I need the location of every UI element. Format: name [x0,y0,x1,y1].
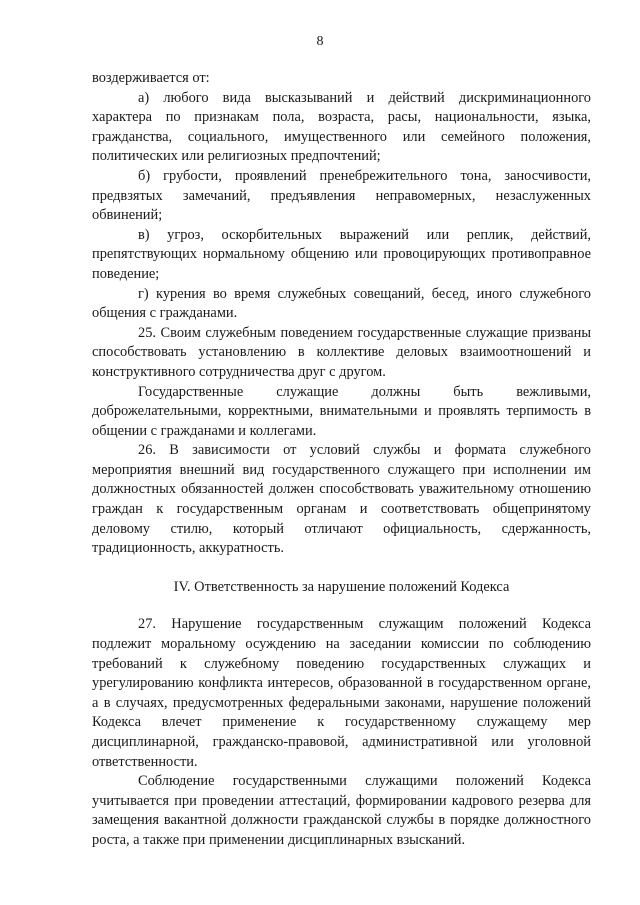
page-number: 8 [316,34,324,49]
paragraph-27: 27. Нарушение государственным служащим положений Кодекса подлежит моральному осуждению на заседании комиссии по соблюдению требований к служебному поведению государственных служащих и урегулированию конфликта интересов, образованной в государственном органе, а в случаях, предусмотренных федеральными законами, нарушение положений Кодекса влечет применение к государственному служащему мер дисциплинарной, гражданско-правовой, административной или уголовной ответственности. [92,616,591,770]
paragraph-politeness: Государственные служащие должны быть вежливыми, доброжелательными, корректными, внимательными и проявлять терпимость в общении с гражданами и коллегами. [92,383,591,439]
paragraph-compliance: Соблюдение государственными служащими положений Кодекса учитывается при проведении аттестаций, формировании кадрового резерва для замещения вакантной должности гражданской службы в порядке должностного роста, а также при применении дисциплинарных взысканий. [92,773,591,848]
document-body [92,69,591,851]
paragraph-item-g: г) курения во время служебных совещаний, бесед, иного служебного общения с гражданами. [92,285,591,322]
paragraph-item-a: а) любого вида высказываний и действий дискриминационного характера по признакам пола, возраста, расы, национальности, языка, гражданства, социального, имущественного или семейного положения, политических или религиозных предпочтений; [92,89,591,165]
paragraph-25: 25. Своим служебным поведением государственные служащие призваны способствовать установлению в коллективе деловых взаимоотношений и конструктивного сотрудничества друг с другом. [92,324,591,380]
paragraph-26: 26. В зависимости от условий службы и формата служебного мероприятия внешний вид государственного служащего при исполнении им должностных обязанностей должен способствовать уважительному отношению граждан к государственным органам и соответствовать общепринятому деловому стилю, который отличают официальность, сдержанность, традиционность, аккуратность. [92,442,591,557]
section-heading: IV. Ответственность за нарушение положений Кодекса [173,578,510,595]
paragraph-intro: воздерживается от: [92,70,210,86]
paragraph-item-b: б) грубости, проявлений пренебрежительного тона, заносчивости, предвзятых замечаний, предъявления неправомерных, незаслуженных обвинений; [92,167,591,224]
paragraph-item-v: в) угроз, оскорбительных выражений или реплик, действий, препятствующих нормальному общению или провоцирующих противоправное поведение; [92,226,591,282]
